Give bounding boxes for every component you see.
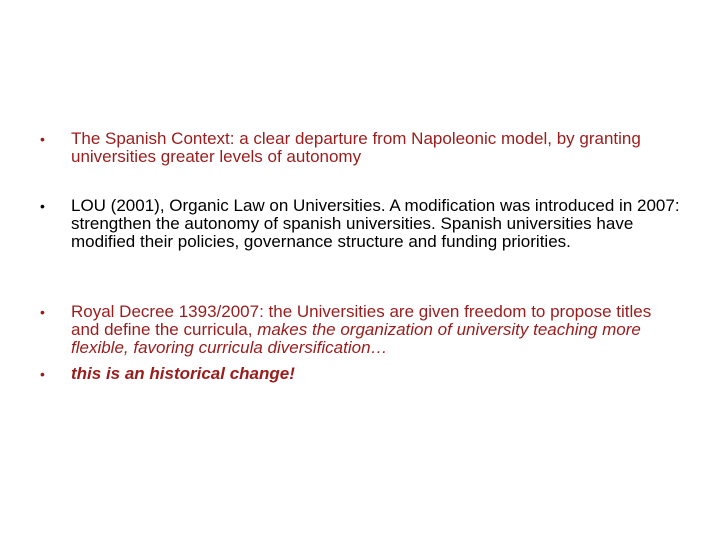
bullet-marker: •: [40, 366, 45, 382]
bullet-lou: [40, 197, 680, 251]
bullet-text-plain: Royal Decree 1393/2007: the Universities are given freedom to propose titles and define the curricula,: [71, 302, 652, 339]
bullet-marker: •: [40, 304, 45, 320]
bullet-text: this is an historical change!: [71, 364, 295, 383]
bullet-historical-change: [40, 365, 680, 383]
bullet-royal-decree: [40, 303, 680, 357]
bullet-text: [71, 303, 680, 357]
bullet-text: LOU (2001), Organic Law on Universities. A modification was introduced in 2007: strengthen the autonomy of spanish universities. Spanish universities have modified their policies, governance structure and funding priorities.: [71, 196, 680, 251]
bullet-marker: •: [40, 131, 45, 147]
bullet-marker: •: [40, 198, 45, 214]
bullet-text-italic: makes the organization of university teaching more flexible, favoring curricula diversification…: [71, 320, 641, 357]
bullet-text: The Spanish Context: a clear departure from Napoleonic model, by granting universities greater levels of autonomy: [71, 129, 641, 166]
bullet-spanish-context: [40, 130, 680, 166]
